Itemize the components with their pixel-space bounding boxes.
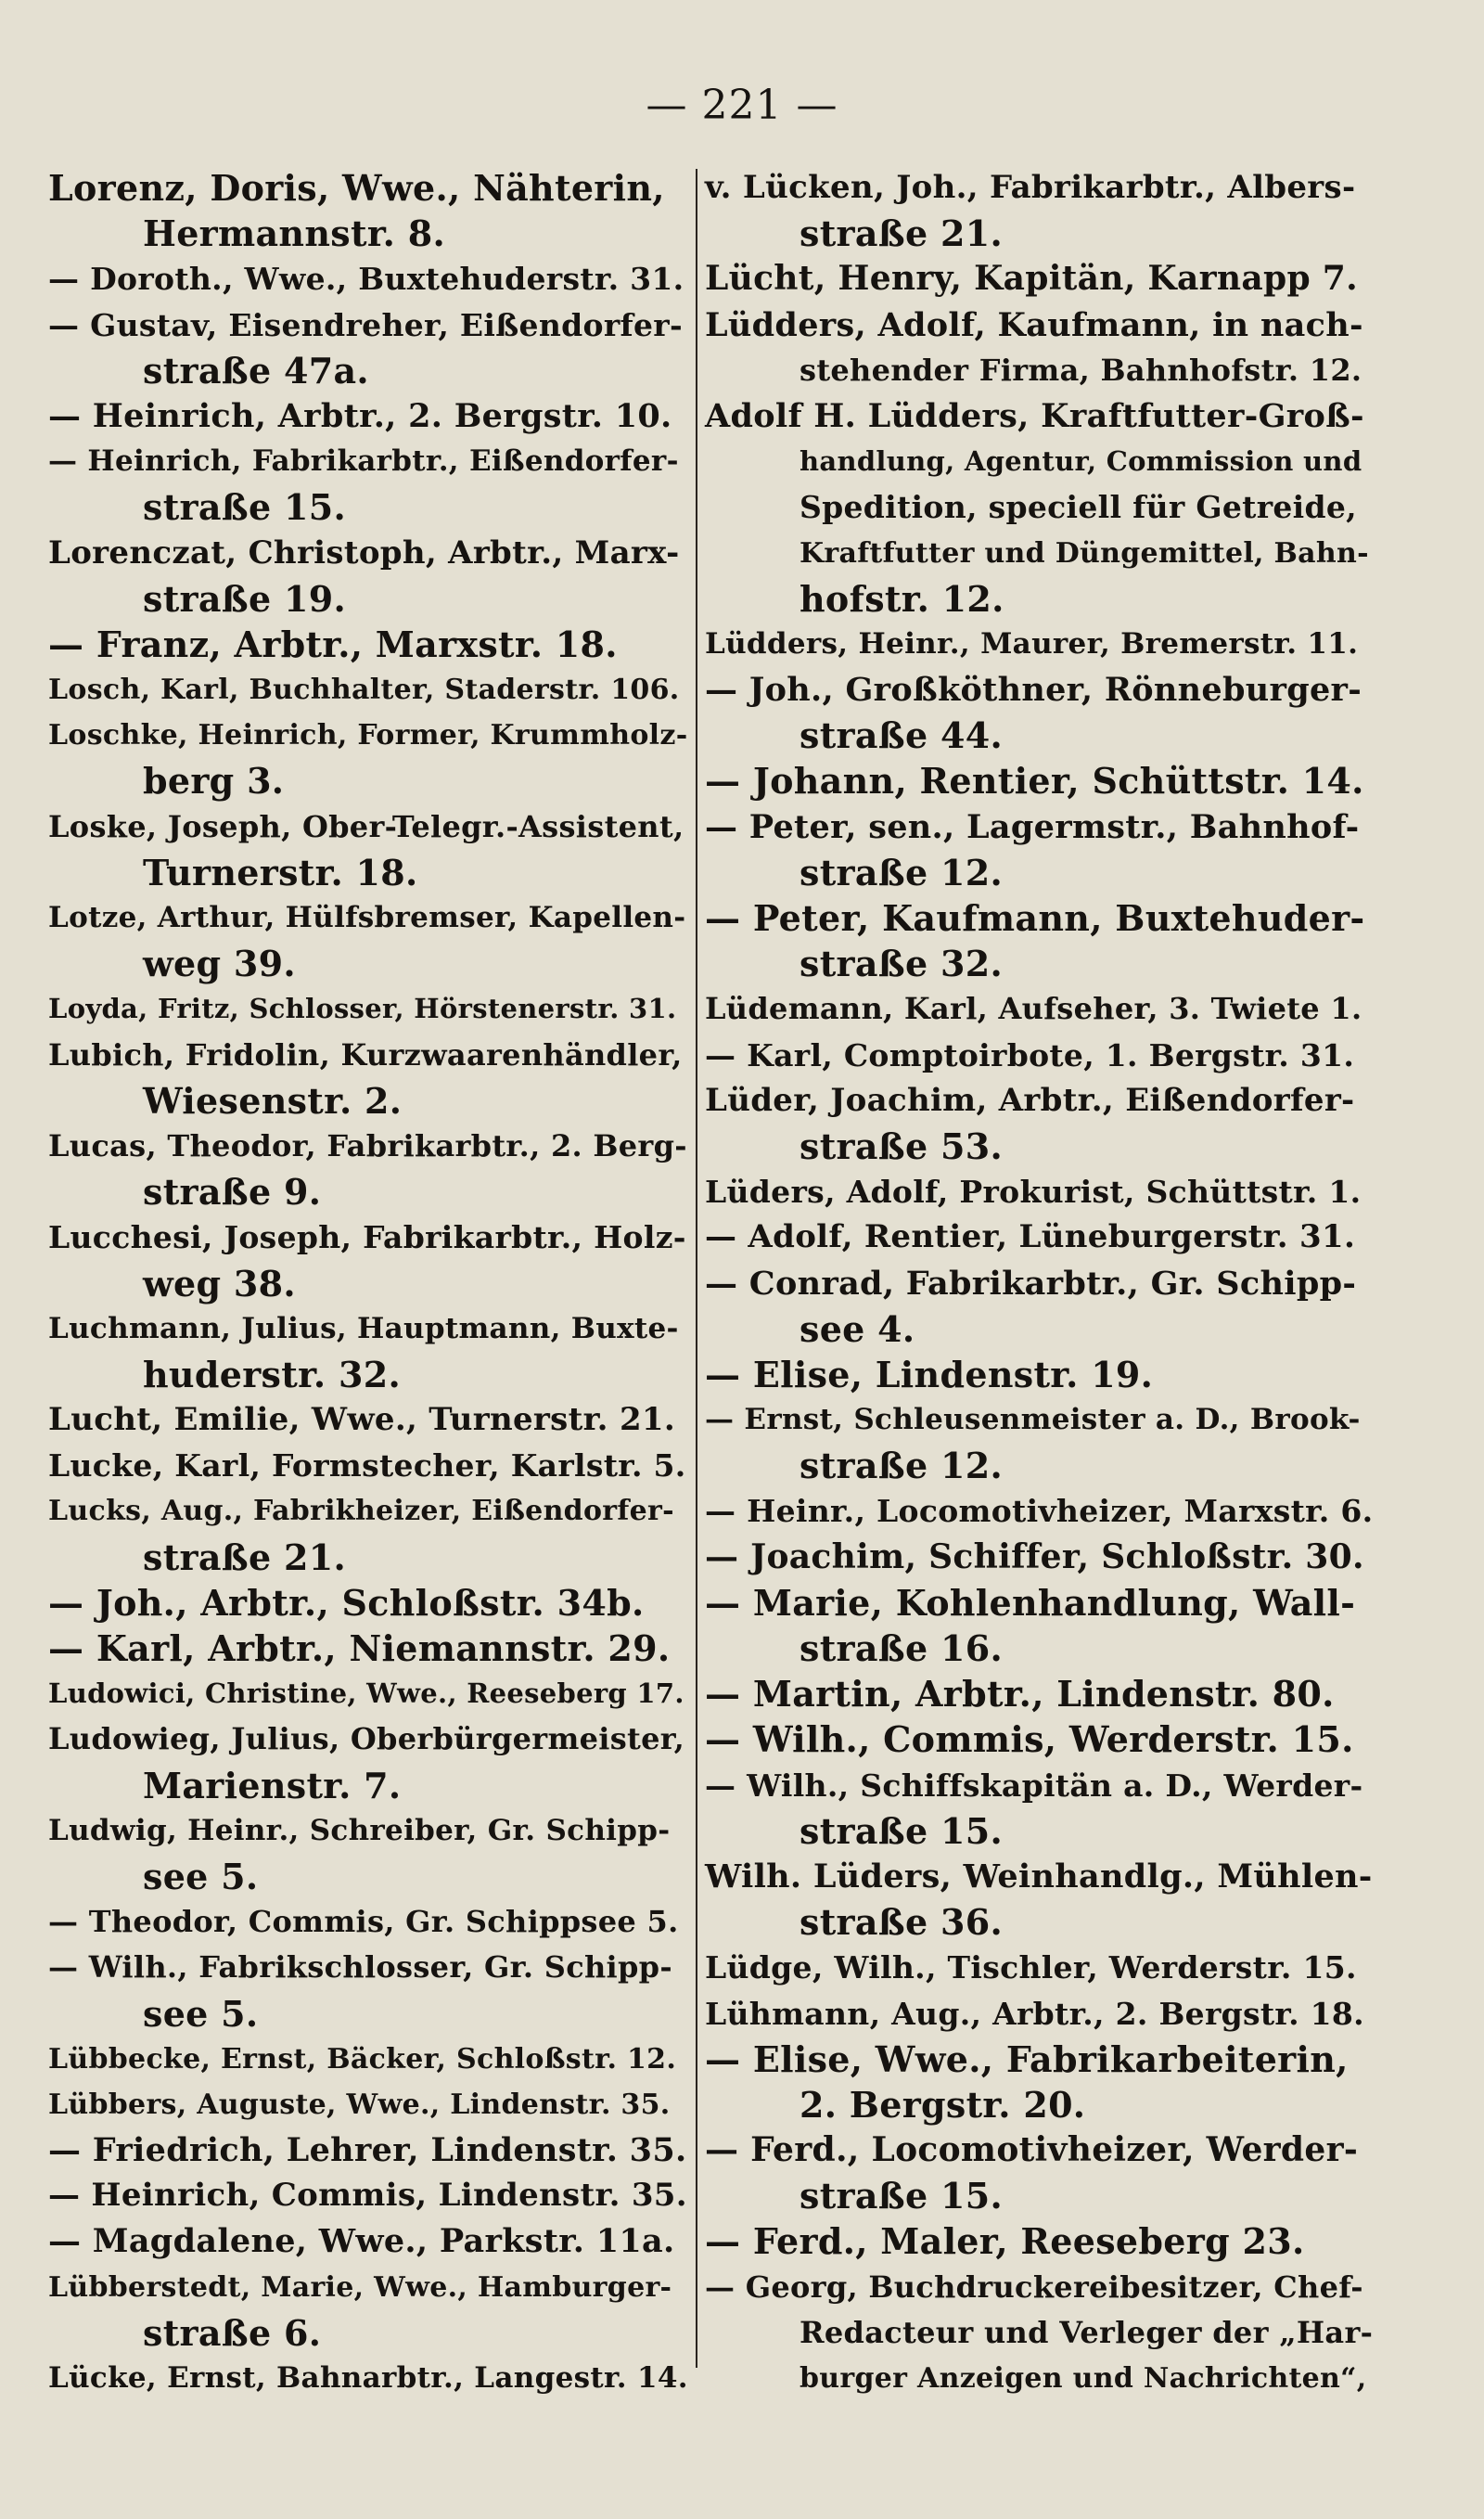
entry-line: — Joh., Großköthner, Rönneburger- (705, 671, 1362, 710)
entry-continuation-line: Wiesenstr. 2. (143, 1079, 403, 1122)
column-divider (696, 169, 697, 2368)
entry-line: — Marie, Kohlenhandlung, Wall- (705, 1581, 1356, 1624)
entry-line: — Adolf, Rentier, Lüneburgerstr. 31. (705, 1218, 1356, 1256)
entry-line: Lüdge, Wilh., Tischler, Werderstr. 15. (705, 1949, 1357, 1986)
entry-line: Lucchesi, Joseph, Fabrikarbtr., Holz- (48, 1219, 686, 1256)
entry-line: Lüdders, Heinr., Maurer, Bremerstr. 11. (705, 626, 1359, 661)
entry-line: Lücht, Henry, Kapitän, Karnapp 7. (705, 259, 1358, 299)
entry-line: — Theodor, Commis, Gr. Schippsee 5. (48, 1904, 679, 1940)
entry-line: Lübberstedt, Marie, Wwe., Hamburger- (48, 2270, 672, 2304)
entry-continuation-line: straße 21. (800, 212, 1003, 255)
entry-line: Luchmann, Julius, Hauptmann, Buxte- (48, 1311, 679, 1345)
entry-continuation-line: stehender Firma, Bahnhofstr. 12. (800, 352, 1362, 388)
entry-line: — Heinrich, Fabrikarbtr., Eißendorfer- (48, 444, 679, 479)
entry-line: Lubich, Fridolin, Kurzwaarenhändler, (48, 1036, 683, 1073)
entry-line: Lüder, Joachim, Arbtr., Eißendorfer- (705, 1081, 1355, 1119)
entry-continuation-line: Marienstr. 7. (143, 1764, 402, 1806)
entry-continuation-line: handlung, Agentur, Commission und (800, 445, 1362, 478)
entry-continuation-line: weg 38. (143, 1262, 296, 1304)
entry-continuation-line: berg 3. (143, 760, 285, 803)
entry-continuation-line: huderstr. 32. (143, 1353, 401, 1395)
entry-continuation-line: straße 19. (143, 577, 346, 620)
entry-line: — Heinr., Locomotivheizer, Marxstr. 6. (705, 1493, 1374, 1530)
entry-line: — Ferd., Maler, Reeseberg 23. (705, 2220, 1305, 2263)
entry-line: — Joachim, Schiffer, Schloßstr. 30. (705, 1536, 1364, 1576)
entry-continuation-line: straße 44. (800, 714, 1003, 757)
entry-continuation-line: burger Anzeigen und Nachrichten“, (800, 2362, 1367, 2395)
entry-line: Lucht, Emilie, Wwe., Turnerstr. 21. (48, 1401, 676, 1439)
entry-continuation-line: weg 39. (143, 943, 296, 985)
entry-continuation-line: see 4. (800, 1307, 915, 1350)
entry-line: Ludowieg, Julius, Oberbürgermeister, (48, 1721, 685, 1757)
entry-line: — Martin, Arbtr., Lindenstr. 80. (705, 1673, 1335, 1716)
entry-continuation-line: straße 15. (800, 2175, 1003, 2217)
entry-continuation-line: straße 36. (800, 1901, 1003, 1944)
entry-line: — Conrad, Fabrikarbtr., Gr. Schipp- (705, 1264, 1357, 1303)
entry-continuation-line: Redacteur und Verleger der „Har- (800, 2314, 1374, 2350)
entry-line: Lühmann, Aug., Arbtr., 2. Bergstr. 18. (705, 1995, 1364, 2032)
entry-continuation-line: Kraftfutter und Düngemittel, Bahn- (800, 536, 1369, 570)
entry-line: — Peter, sen., Lagermstr., Bahnhof- (705, 807, 1360, 846)
entry-continuation-line: straße 12. (800, 1445, 1003, 1487)
entry-line: — Joh., Arbtr., Schloßstr. 34b. (48, 1581, 645, 1624)
left-column (48, 165, 688, 2401)
entry-line: — Wilh., Schiffskapitän a. D., Werder- (705, 1767, 1363, 1804)
entry-line: Loyda, Fritz, Schlosser, Hörstenerstr. 31. (48, 993, 677, 1025)
entry-line: — Johann, Rentier, Schüttstr. 14. (705, 760, 1364, 803)
entry-line: — Karl, Arbtr., Niemannstr. 29. (48, 1627, 671, 1669)
entry-line: Lucke, Karl, Formstecher, Karlstr. 5. (48, 1447, 686, 1484)
entry-continuation-line: straße 47a. (143, 349, 369, 392)
entry-line: Lüdders, Adolf, Kaufmann, in nach- (705, 305, 1363, 344)
entry-line: — Karl, Comptoirbote, 1. Bergstr. 31. (705, 1036, 1355, 1073)
entry-line: Loske, Joseph, Ober-Telegr.-Assistent, (48, 808, 684, 844)
entry-continuation-line: Turnerstr. 18. (143, 851, 418, 893)
page-number: — 221 — (646, 82, 838, 129)
entry-line: — Elise, Lindenstr. 19. (705, 1353, 1154, 1395)
entry-line: — Friedrich, Lehrer, Lindenstr. 35. (48, 2131, 687, 2170)
entry-continuation-line: Spedition, speciell für Getreide, (800, 489, 1357, 526)
entry-line: Lüdemann, Karl, Aufseher, 3. Twiete 1. (705, 991, 1362, 1027)
entry-line: Losch, Karl, Buchhalter, Staderstr. 106. (48, 674, 680, 707)
entry-continuation-line: straße 15. (800, 1809, 1003, 1852)
entry-line: Loschke, Heinrich, Former, Krummholz- (48, 719, 688, 752)
entry-line: Lorenz, Doris, Wwe., Nähterin, (48, 167, 665, 209)
right-column (705, 165, 1373, 2401)
entry-line: — Wilh., Fabrikschlosser, Gr. Schipp- (48, 1949, 672, 1986)
entry-continuation-line: straße 15. (143, 486, 346, 529)
entry-line: — Magdalene, Wwe., Parkstr. 11a. (48, 2222, 675, 2261)
entry-line: Wilh. Lüders, Weinhandlg., Mühlen- (705, 1857, 1373, 1896)
entry-line: Lübbers, Auguste, Wwe., Lindenstr. 35. (48, 2088, 671, 2121)
entry-line: v. Lücken, Joh., Fabrikarbtr., Albers- (705, 169, 1356, 206)
entry-continuation-line: see 5. (143, 1992, 259, 2035)
entry-continuation-line: straße 32. (800, 943, 1003, 985)
entry-line: — Heinrich, Commis, Lindenstr. 35. (48, 2177, 687, 2215)
entry-line: — Doroth., Wwe., Buxtehuderstr. 31. (48, 261, 684, 298)
entry-line: Adolf H. Lüdders, Kraftfutter-Groß- (705, 396, 1364, 435)
entry-continuation-line: straße 6. (143, 2311, 322, 2354)
entry-continuation-line: straße 21. (143, 1536, 346, 1578)
entry-line: — Franz, Arbtr., Marxstr. 18. (48, 623, 618, 665)
entry-line: — Peter, Kaufmann, Buxtehuder- (705, 897, 1365, 939)
entry-line: — Ernst, Schleusenmeister a. D., Brook- (705, 1403, 1361, 1437)
entry-line: — Ferd., Locomotivheizer, Werder- (705, 2130, 1359, 2170)
entry-line: Ludwig, Heinr., Schreiber, Gr. Schipp- (48, 1813, 671, 1847)
entry-line: — Georg, Buchdruckereibesitzer, Chef- (705, 2268, 1363, 2305)
entry-line: — Elise, Wwe., Fabrikarbeiterin, (705, 2037, 1349, 2080)
entry-line: — Wilh., Commis, Werderstr. 15. (705, 1718, 1354, 1761)
entry-line: Lotze, Arthur, Hülfsbremser, Kapellen- (48, 901, 686, 934)
entry-line: — Heinrich, Arbtr., 2. Bergstr. 10. (48, 396, 672, 435)
entry-line: — Gustav, Eisendreher, Eißendorfer- (48, 306, 683, 343)
entry-continuation-line: straße 16. (800, 1627, 1003, 1669)
entry-continuation-line: straße 12. (800, 851, 1003, 893)
entry-line: Lucas, Theodor, Fabrikarbtr., 2. Berg- (48, 1127, 687, 1163)
entry-continuation-line: 2. Bergstr. 20. (800, 2083, 1086, 2126)
entry-line: Lübbecke, Ernst, Bäcker, Schloßstr. 12. (48, 2042, 677, 2076)
entry-continuation-line: Hermannstr. 8. (143, 212, 445, 255)
entry-line: Lucks, Aug., Fabrikheizer, Eißendorfer- (48, 1495, 674, 1528)
entry-continuation-line: straße 9. (143, 1171, 322, 1214)
entry-line: Lüders, Adolf, Prokurist, Schüttstr. 1. (705, 1174, 1362, 1211)
entry-line: Lorenczat, Christoph, Arbtr., Marx- (48, 533, 680, 572)
entry-line: Lücke, Ernst, Bahnarbtr., Langestr. 14. (48, 2361, 688, 2395)
entry-continuation-line: hofstr. 12. (800, 577, 1004, 620)
entry-line: Ludowici, Christine, Wwe., Reeseberg 17. (48, 1677, 684, 1710)
entry-continuation-line: see 5. (143, 1855, 259, 1897)
entry-continuation-line: straße 53. (800, 1125, 1003, 1167)
